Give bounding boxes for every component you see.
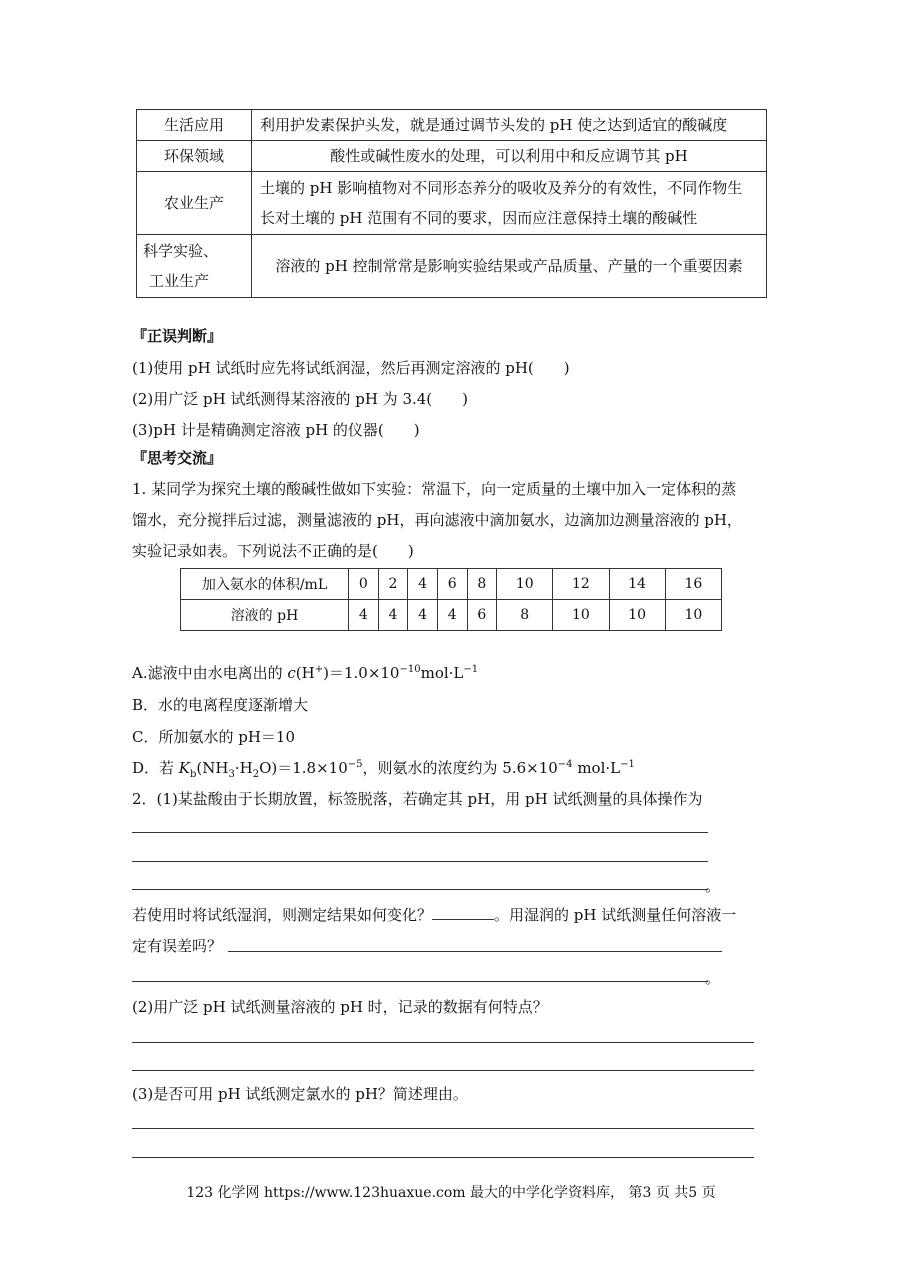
table-row [181,600,722,631]
answer-line[interactable] [132,981,708,982]
table-cell: 8 [497,600,553,631]
option-a-sup: + [314,664,324,675]
option-a-sup: −1 [463,664,479,675]
option-d-text: (NH [196,759,229,777]
option-d-text: D．若 [132,759,179,777]
table-row [137,172,767,235]
q1-line-1: 1. 某同学为探究土壤的酸碱性做如下实验：常温下，向一定质量的土壤中加入一定体积的蒸 [132,480,737,498]
table-cell: 4 [408,600,438,631]
desc-cell: 溶液的 pH 控制常常是影响实验结果或产品质量、产量的一个重要因素 [252,235,767,298]
table-cell: 0 [349,569,379,600]
judge-item-3: (3)pH 计是精确测定溶液 pH 的仪器( ) [132,421,420,439]
q1-line-2: 馏水，充分搅拌后过滤，测量滤液的 pH，再向滤液中滴加氨水，边滴加边测量溶液的 pH， [132,511,742,529]
table-cell: 2 [378,569,408,600]
answer-line[interactable] [132,1157,754,1158]
think-section-title: 『思考交流』 [132,449,223,467]
option-a [132,662,478,683]
option-d-sub: 3 [228,769,235,780]
table-cell: 10 [553,600,609,631]
q2-part2: (2)用广泛 pH 试纸测量溶液的 pH 时，记录的数据有何特点？ [132,998,548,1016]
field-line: 科学实验、 [143,242,219,260]
application-table [136,109,767,298]
period: 。 [705,969,721,987]
answer-blank[interactable] [432,905,494,920]
table-cell: 6 [467,600,497,631]
desc-cell [252,172,767,235]
field-cell: 环保领域 [137,141,252,172]
option-a-text: (H [295,664,315,682]
option-a-sup: −10 [399,664,421,675]
option-d-sub: b [190,769,197,780]
q1-line-3: 实验记录如表。下列说法不正确的是( ) [132,542,414,560]
option-d-text: ，则氨水的浓度约为 5.6×10 [362,759,558,777]
judge-item-2: (2)用广泛 pH 试纸测得某溶液的 pH 为 3.4( ) [132,390,469,408]
option-a-text: A.滤液中由水电离出的 [132,664,288,682]
q2-wet-question [132,904,736,925]
wet-question-text: 。用湿润的 pH 试纸测量任何溶液一 [494,906,737,924]
table-cell: 10 [665,600,721,631]
table-cell: 10 [497,569,553,600]
judge-section-title: 『正误判断』 [132,327,223,345]
field-cell [137,235,252,298]
period: 。 [705,877,721,895]
table-cell: 4 [349,600,379,631]
option-d-sup: −5 [347,759,363,770]
table-cell: 4 [378,600,408,631]
table-header-cell: 加入氨水的体积/mL [181,569,349,600]
desc-cell: 酸性或碱性废水的处理，可以利用中和反应调节其 pH [252,141,767,172]
table-row [137,110,767,141]
answer-line[interactable] [132,1042,754,1043]
field-line: 工业生产 [149,272,210,290]
table-cell: 12 [553,569,609,600]
table-cell: 4 [437,600,467,631]
answer-line[interactable] [132,1128,754,1129]
option-b: B．水的电离程度逐渐增大 [132,696,309,714]
experiment-data-table [180,568,722,631]
answer-line[interactable] [228,951,722,952]
table-row [137,235,767,298]
desc-line: 土壤的 pH 影响植物对不同形态养分的吸收及养分的有效性，不同作物生 [260,179,743,197]
answer-line[interactable] [132,832,708,833]
table-header-cell: 溶液的 pH [181,600,349,631]
option-c: C．所加氨水的 pH＝10 [132,728,296,746]
option-d-text: ·H [234,759,253,777]
field-cell: 农业生产 [137,172,252,235]
q2-part3: (3)是否可用 pH 试纸测定氯水的 pH？简述理由。 [132,1085,468,1103]
option-d-sup: −1 [620,759,635,770]
option-d-text: O)＝1.8×10 [259,759,348,777]
table-cell: 14 [609,569,665,600]
wet-question-text: 若使用时将试纸湿润，则测定结果如何变化？ [132,906,433,924]
option-a-text: )＝1.0×10 [323,664,400,682]
answer-line[interactable] [132,889,708,890]
field-cell: 生活应用 [137,110,252,141]
option-d-sub: 2 [252,769,260,780]
judge-item-1: (1)使用 pH 试纸时应先将试纸润湿，然后再测定溶液的 pH( ) [132,359,570,377]
table-cell: 4 [408,569,438,600]
option-a-c: c [287,664,296,682]
table-cell: 16 [665,569,721,600]
desc-cell: 利用护发素保护头发，就是通过调节头发的 pH 使之达到适宜的酸碱度 [252,110,767,141]
option-a-unit: mol·L [420,664,464,682]
option-d-k: K [178,759,191,777]
option-d-unit: mol·L [572,759,621,777]
table-row [181,569,722,600]
desc-line: 长对土壤的 pH 范围有不同的要求，因而应注意保持土壤的酸碱性 [260,209,698,227]
q2-wet-line2: 定有误差吗？ [132,937,223,955]
option-d [132,757,635,778]
option-d-sup: −4 [557,759,573,770]
table-cell: 8 [467,569,497,600]
answer-line[interactable] [132,861,708,862]
q2-part1: 2．(1)某盐酸由于长期放置，标签脱落，若确定其 pH，用 pH 试纸测量的具体操作为 [132,790,703,808]
table-row [137,141,767,172]
table-cell: 6 [437,569,467,600]
answer-line[interactable] [132,1070,754,1071]
page-footer: 123 化学网 https://www.123huaxue.com 最大的中学化学资料库， 第3 页 共5 页 [186,1185,716,1201]
table-cell: 10 [609,600,665,631]
